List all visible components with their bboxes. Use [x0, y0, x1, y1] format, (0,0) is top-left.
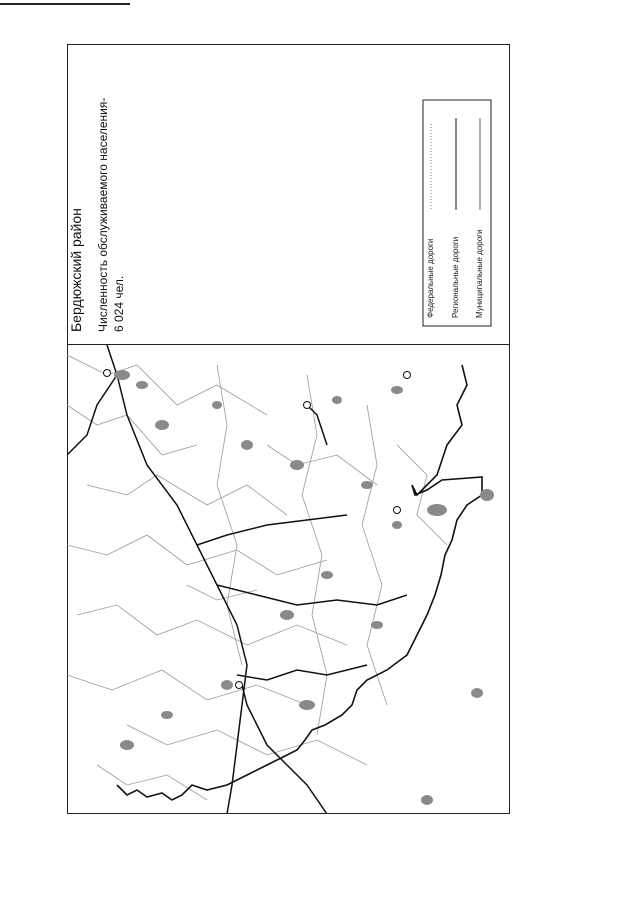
- district-title: Бердюжский район: [68, 208, 84, 332]
- legend: [423, 100, 491, 326]
- population-line-2: 6 024 чел.: [112, 275, 126, 332]
- top-rule: [0, 3, 130, 5]
- legend-label-regional: Региональные дороги: [451, 236, 460, 318]
- legend-label-municipal: Муниципальные дороги: [475, 229, 484, 318]
- district-boundary: [117, 365, 482, 800]
- minor-roads: [67, 355, 447, 800]
- header-panel: [67, 44, 510, 344]
- regional-roads: [67, 345, 407, 814]
- population-line-1: Численность обслуживаемого населения-: [96, 97, 110, 332]
- legend-label-federal: Федеральные дороги: [426, 238, 435, 318]
- district-map: [67, 345, 510, 814]
